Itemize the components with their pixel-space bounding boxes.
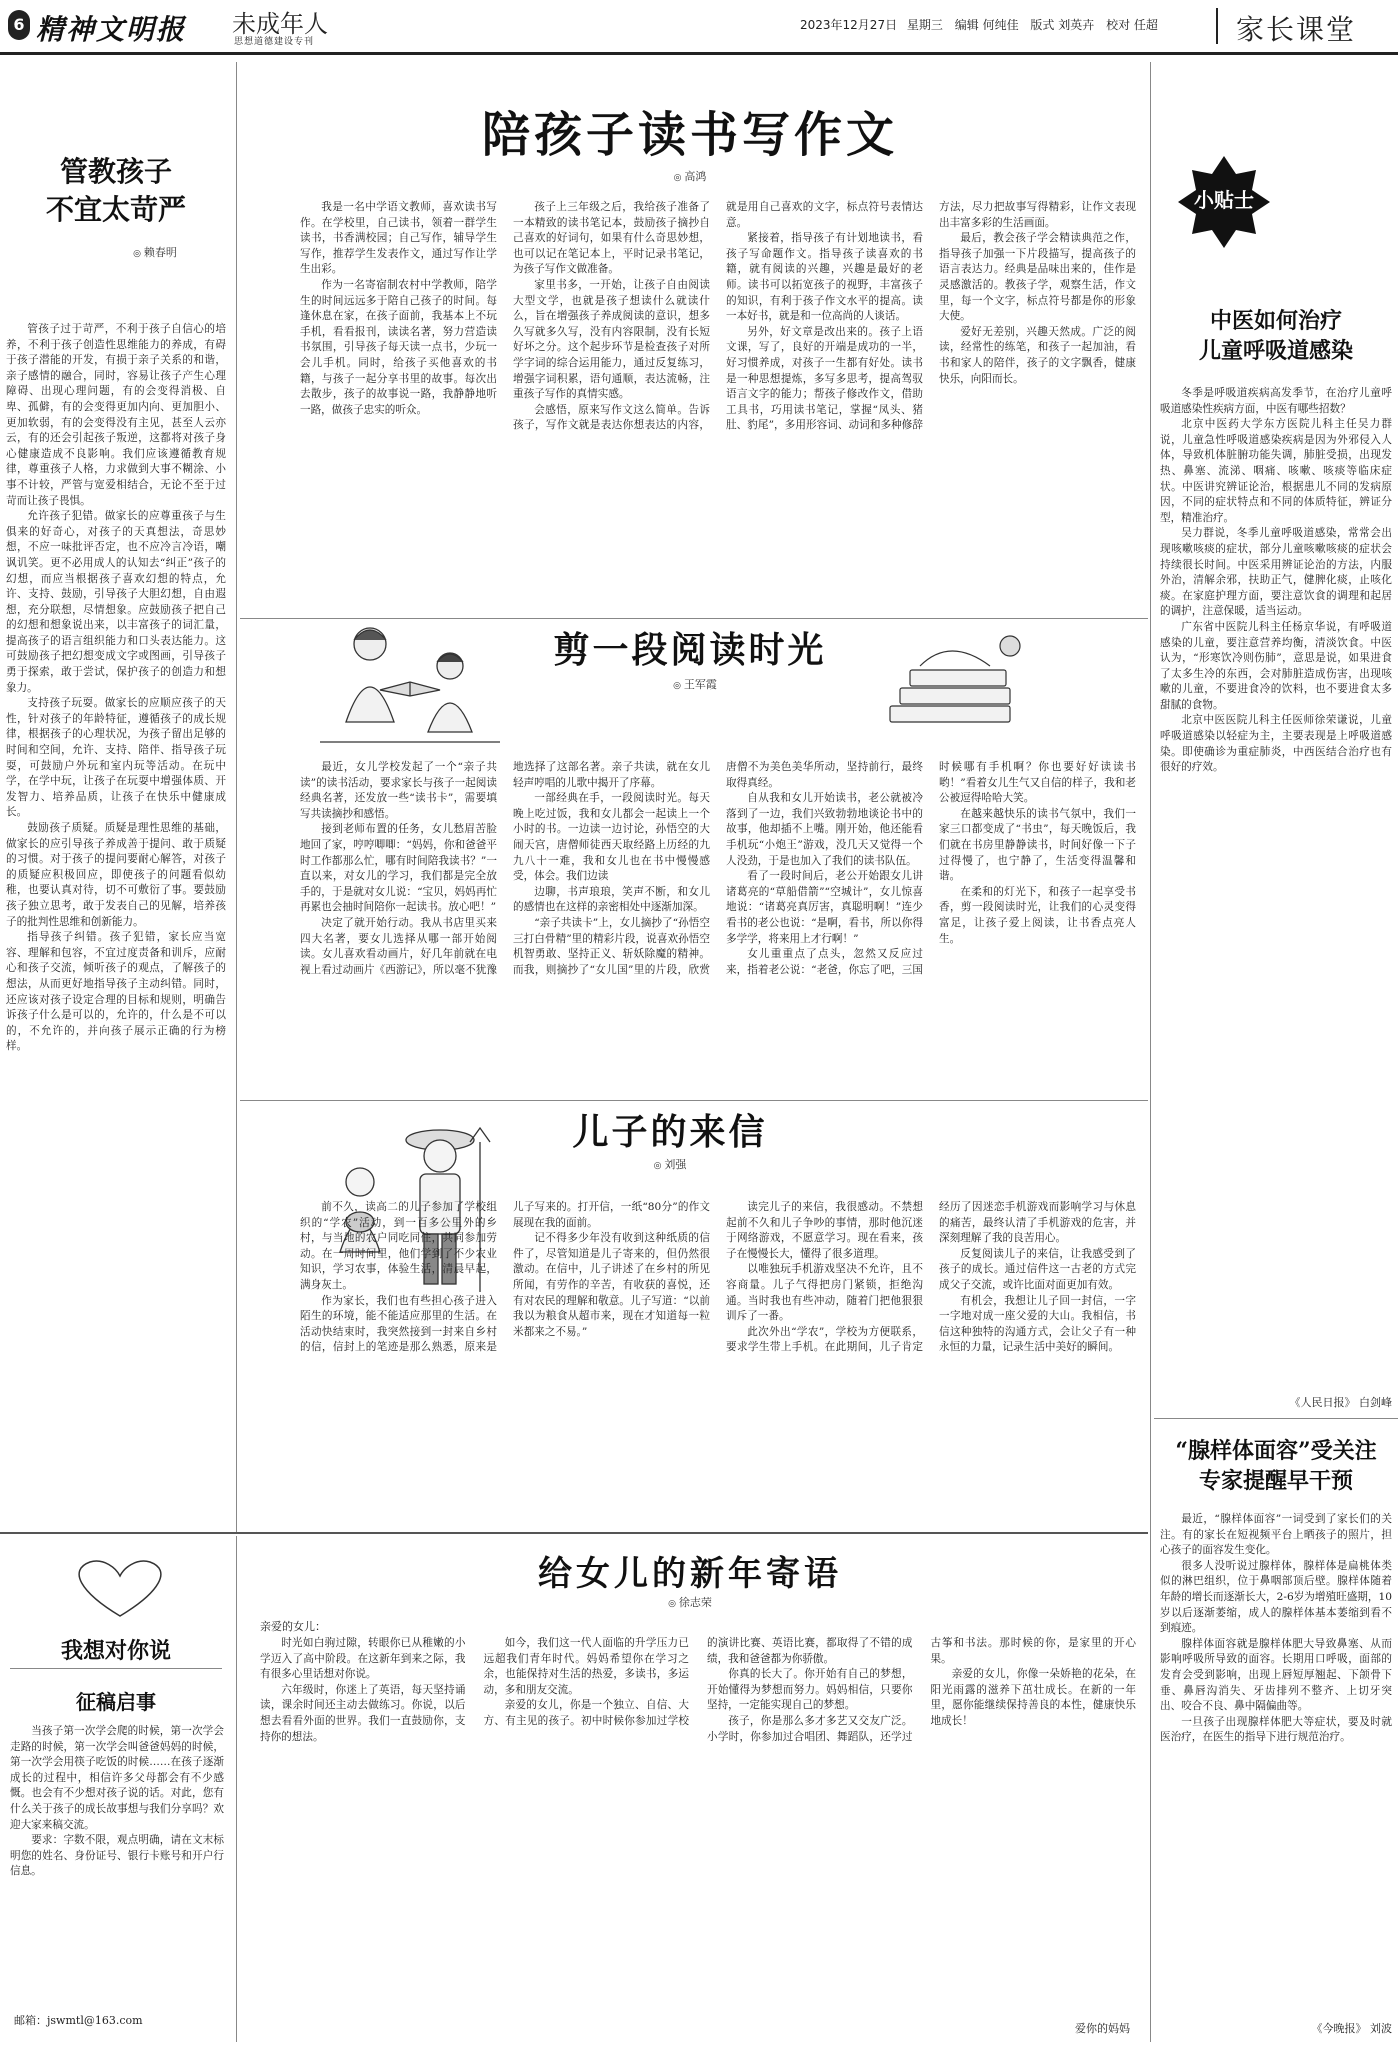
paragraph: 一旦孩子出现腺样体肥大等症状，要及时就医治疗，在医生的指导下进行规范治疗。 <box>1160 1715 1392 1744</box>
paragraph: 亲爱的女儿，你是一个独立、自信、大方、有主见的孩子。初中时候你参加过学校的演讲比赛、英语比赛，都取得了不错的成绩，我和爸爸都为你骄傲。 <box>483 1637 913 1727</box>
paragraph: 接到老师布置的任务，女儿愁眉苦脸地回了家，哼哼唧唧：“妈妈，你和爸爸平时工作都那么忙，哪有时间陪我读书？”一直以来，对女儿的学习，我们都是完全放手的，于是就对女儿说：“宝贝，妈妈再忙再累也会抽时间陪你一起读书。放心吧！” <box>300 823 497 914</box>
column-divider-bottom <box>236 1536 237 2042</box>
paragraph: 作为家长，我们也有些担心孩子进入陌生的环境，能不能适应那里的生活。在活动快结束时，我突然接到一封来自乡村的信，信封上的笔迹是那么熟悉，原来是儿子写来的。打开信，一纸“80分”的作文展现在我的面前。 <box>300 1201 710 1354</box>
paragraph: 另外，好文章是改出来的。孩子上语文课，写了，良好的开端是成功的一半，好习惯养成，对孩子一生都有好处。读书是一种思想提炼，多写多思考，提高驾驭语言文字的能力；帮孩子修改作文，借助工具书，巧用读书笔记，掌握“凤头、猪肚、豹尾”，多用形容词、动词和多种修辞方法，尽力把故事写得精彩，让作文表现出丰富多彩的生活画面。 <box>726 201 1136 432</box>
paragraph: 孩子上三年级之后，我给孩子准备了一本精致的读书笔记本，鼓励孩子摘抄自己喜欢的好词句，如果有什么奇思妙想，也可以记在笔记本上，平时记录书笔记，为孩子写作文做准备。 <box>513 201 710 276</box>
paragraph: 一部经典在手，一段阅读时光。每天晚上吃过饭，我和女儿都会一起读上一个小时的书。一边读一边讨论，孙悟空的大闹天宫，唐僧师徒西天取经路上历经的九九八十一难，我和女儿也在书中慢慢感受，体会。我们边读 <box>513 792 710 883</box>
reading-illustration <box>300 612 540 772</box>
paper-name: 精神文明报 <box>36 13 187 46</box>
paragraph: 此次外出“学农”，学校为方便联系，要求学生带上手机。在此期间，儿子肯定经历了因迷恋手机游戏而影响学习与休息的痛苦，最终认清了手机游戏的危害，并深刻理解了我的良苦用心。 <box>726 1201 1136 1354</box>
paragraph: 北京中医药大学东方医院儿科主任吴力群说，儿童急性呼吸道感染疾病是因为外邪侵入人体，导致机体脏腑功能失调，肺脏受损，出现发热、鼻塞、流涕、咽痛、咳嗽、咳痰等临床症状。中医讲究辨证论治，根据患儿不同的发病原因，不同的症状特点和不同的体质特征，辨证分型，精准治疗。 <box>1160 418 1392 524</box>
layout-credit: 版式 刘英卉 <box>1030 18 1095 32</box>
notice-body <box>10 1724 224 2004</box>
editor-credit: 编辑 何纯佳 <box>954 18 1019 32</box>
article-letter-body <box>300 1200 1136 1528</box>
paragraph: 紧接着，指导孩子有计划地读书，看孩子写命题作文。指导孩子读喜欢的书籍，就有阅读的兴趣，兴趣是最好的老师。读书可以拓宽孩子的视野，丰富孩子的知识，有利于孩子作文水平的提高。读一本好书，就是和一位高尚的人谈话。 <box>726 232 923 323</box>
column-name: 家长课堂 <box>1236 13 1357 46</box>
paragraph: 当孩子第一次学会爬的时候，第一次学会走路的时候，第一次学会叫爸爸妈妈的时候，第一次学会用筷子吃饭的时候……在孩子逐渐成长的过程中，相信许多父母都会有不少感慨。也会有不少想对孩子说的话。对此，您有什么关于孩子的成长故事想与我们分享吗？欢迎大家来稿交流。 <box>10 1725 224 1831</box>
heart-icon <box>60 1556 180 1620</box>
paragraph: 爱好无差别，兴趣天然成。广泛的阅读，经常性的练笔，和孩子一起加油，看书和家人的陪伴，孩子的文字飘香，健康快乐，向阳而长。 <box>939 325 1136 385</box>
article-left-title-line2: 不宜太苛严 <box>45 193 186 226</box>
column-divider-left <box>236 62 237 1532</box>
paragraph: 亲爱的女儿，你像一朵娇艳的花朵，在阳光雨露的滋养下茁壮成长。在新的一年里，愿你能继续保持善良的本性，健康快乐地成长！ <box>930 1668 1136 1727</box>
tips-article2-title-line2: 专家提醒早干预 <box>1198 1468 1353 1494</box>
sidebar-section-title: 我想对你说 <box>60 1639 171 1664</box>
paragraph: 很多人没听说过腺样体，腺样体是扁桃体类似的淋巴组织，位于鼻咽部顶后壁。腺样体随着年龄的增长而逐渐长大，2-6岁为增殖旺盛期，10岁以后逐渐萎缩，成人的腺样体基本萎缩到看不到痕迹。 <box>1160 1559 1392 1635</box>
paragraph: 冬季是呼吸道疾病高发季节，在治疗儿童呼吸道感染性疾病方面，中医有哪些招数？ <box>1160 387 1392 415</box>
paragraph: 鼓励孩子质疑。质疑是理性思维的基础，做家长的应引导孩子养成善于提问、敢于质疑的习惯。对于孩子的提问要耐心解答，对孩子的质疑应积极回应，即使孩子的问题看似幼稚，也要认真对待，切不可敷衍了事。要鼓励孩子独立思考，敢于发表自己的见解，培养孩子的批判性思维和创新能力。 <box>6 822 226 928</box>
paragraph: 你真的长大了。你开始有自己的梦想，开始懂得为梦想而努力。妈妈相信，只要你坚持，一定能实现自己的梦想。 <box>707 1668 913 1712</box>
tips-divider <box>1154 1418 1398 1419</box>
paragraph: “亲子共读卡”上，女儿摘抄了“孙悟空三打白骨精”里的精彩片段，说喜欢孙悟空机智勇敢、坚持正义、斩妖除魔的精神。而我，则摘抄了“女儿国”里的片段，欣赏唐僧不为美色美华所动，坚持前行，最终取得真经。 <box>513 761 923 976</box>
tips-banner <box>1174 150 1274 250</box>
article-bottom-body <box>260 1636 1136 2012</box>
section-rule-2 <box>240 1100 1148 1101</box>
paragraph: 家里书多，一开始，让孩子自由阅读大型文学，也就是孩子想读什么就读什么，旨在增强孩子养成阅读的意识，想多久写就多久写，没有内容限制，没有长短好坏之分。这个起步环节是检查孩子对所学字词的综合运用能力，通过反复练习，增强字词积累，语句通顺，表达流畅，注重孩子写作的真情实感。 <box>513 278 710 401</box>
article-bottom-byline: ◎ 徐志荣 <box>640 1594 740 1610</box>
proof-credit: 校对 任超 <box>1106 18 1158 32</box>
paragraph: 反复阅读儿子的来信，让我感受到了孩子的成长。通过信件这一古老的方式完成父子交流，或许比面对面更加有效。 <box>939 1247 1136 1291</box>
paragraph: 时光如白驹过隙，转眼你已从稚嫩的小学迈入了高中阶段。在这新年到来之际，我有很多心里话想对你说。 <box>260 1637 466 1681</box>
column-divider-right <box>1150 62 1151 2042</box>
paragraph: 最近，女儿学校发起了一个“亲子共读”的读书活动，要求家长与孩子一起阅读经典名著，还发放一些“读书卡”，需要填写共读摘抄和感悟。 <box>300 761 497 820</box>
sidebar-bottom <box>0 1536 232 2048</box>
paragraph: 读完儿子的来信，我很感动。不禁想起前不久和儿子争吵的事情，那时他沉迷于网络游戏，不愿意学习。现在看来，孩子在慢慢长大，懂得了很多道理。 <box>726 1201 923 1260</box>
paragraph: 有机会，我想让儿子回一封信，一字一字地对成一座父爱的大山。我相信，书信这种独特的沟通方式，会让父子有一种永恒的力量，记录生活中美好的瞬间。 <box>939 1294 1136 1354</box>
issue-weekday: 星期三 <box>906 18 943 32</box>
article-main-body <box>300 200 1136 612</box>
issue-info <box>800 16 1158 33</box>
paragraph: 会感悟，原来写作文这么简单。告诉孩子，写作文就是表达你想表达的内容，就是用自己喜欢的文字，标点符号表情达意。 <box>513 201 923 432</box>
paragraph: 管孩子过于苛严，不利于孩子自信心的培养，不利于孩子创造性思维能力的养成，有碍于孩子潜能的开发，有损于亲子关系的和谐，亲子感情的融合，同时，容易让孩子产生心理障碍、出现心理问题，有的会变得消极、自卑、孤僻，有的会变得更加内向、更加胆小、更加软弱，有的会变得没有主见，甚至人云亦云，有的还会引起孩子叛逆，这都将对孩子身心健康造成不良影响。我们应该遵循教育规律，尊重孩子人格，力求做到大事不糊涂、小事不计较，严管与宽爱相结合，无论不至于过苛而让孩子畏惧。 <box>6 323 226 507</box>
paragraph: 六年级时，你迷上了英语，每天坚持诵读，课余时间还主动去做练习。你说，以后想去看看外面的世界。我们一直鼓励你，支持你的想法。 <box>260 1683 466 1743</box>
tips-article2-body <box>1160 1512 1392 2012</box>
tips-article2-title-line1: “腺样体面容”受关注 <box>1175 1438 1377 1464</box>
article-main-byline: ◎ 高鸿 <box>640 168 740 184</box>
paragraph: 支持孩子玩耍。做家长的应顺应孩子的天性，针对孩子的年龄特征，遵循孩子的成长规律，根据孩子的心理状况，为孩子留出足够的时间和空间，允许、支持、陪伴、指导孩子玩耍，可鼓励户外玩和室内玩等活动。在玩中学，在学中玩，让孩子在玩耍中增强体质、开发智力、培养品质，让孩子在快乐中健康成长。 <box>6 697 226 819</box>
paragraph: 北京中医医院儿科主任医师徐荣谦说，儿童呼吸道感染以轻症为主，主要表现是上呼吸道感染。即使确诊为重症肺炎，中西医结合治疗也有很好的疗效。 <box>1160 714 1392 774</box>
article-reading-body <box>300 760 1136 1124</box>
article-letter-byline: ◎ 刘强 <box>620 1156 720 1172</box>
tips-article1-title-line1: 中医如何治疗 <box>1209 308 1342 334</box>
paragraph: 最后，教会孩子学会精读典范之作，指导孩子加强一下片段描写，提高孩子的语言表达力。经典是品味出来的，佳作是灵感激活的。教孩子学，观察生活，作文里，每一个文字，标点符号都是你的形象大使。 <box>939 232 1136 323</box>
sidebar-rule <box>10 1668 222 1669</box>
tips-article1-source: 《人民日报》 白剑峰 <box>1289 1396 1392 1409</box>
article-letter-title: 儿子的来信 <box>572 1111 768 1153</box>
article-reading-title: 剪一段阅读时光 <box>553 629 827 671</box>
paragraph: 前不久，读高二的儿子参加了学校组织的“学农”活动，到一百多公里外的乡村，与当地的农户同吃同住，共同参加劳动。在一周时间里，他们学到了不少农业知识，学习农事，体验生活，清晨早起，满身灰土。 <box>300 1201 497 1291</box>
paragraph: 在柔和的灯光下，和孩子一起享受书香，剪一段阅读时光，让我们的心灵变得富足，让孩子爱上阅读，让书香点亮人生。 <box>939 885 1136 945</box>
tips-banner-label: 小贴士 <box>1194 188 1254 212</box>
article-bottom-title: 给女儿的新年寄语 <box>538 1554 842 1594</box>
issue-date: 2023年12月27日 <box>800 18 898 32</box>
tips-article1-title-line2: 儿童呼吸道感染 <box>1198 338 1353 364</box>
article-main-title: 陪孩子读书写作文 <box>481 107 898 163</box>
article-bottom-greeting: 亲爱的女儿： <box>260 1620 326 1633</box>
paragraph: 如今，我们这一代人面临的升学压力已远超我们青年时代。妈妈希望你在学习之余，也能保持对生活的热爱，多读书，多运动，多和朋友交流。 <box>483 1637 689 1696</box>
paragraph: 吴力群说，冬季儿童呼吸道感染，常常会出现咳嗽咳痰的症状，部分儿童咳嗽咳痰的症状会持续很长时间。中医采用辨证论治的方法，内服外治，清解余邪，扶助正气，健脾化痰，止咳化痰。在家庭护理方面，要注意饮食的调理和起居的调护，注意保暖，适当运动。 <box>1160 527 1392 618</box>
article-left-byline: ◎ 赖春明 <box>80 244 230 260</box>
masthead <box>0 0 1398 60</box>
paragraph: 广东省中医院儿科主任杨京华说，有呼吸道感染的儿童，要注意营养均衡，清淡饮食。中医认为，“形寒饮冷则伤肺”，意思是说，如果进食了太多生冷的东西，会对肺脏造成伤害，出现咳嗽的儿童，不要进食冷的饮料，也不要进食太多甜腻的食物。 <box>1160 620 1392 711</box>
article-reading-byline: ◎ 王军霞 <box>640 676 750 692</box>
book-stack-illustration <box>860 616 1060 756</box>
article-left <box>0 60 232 1530</box>
paragraph: 在越来越快乐的读书气氛中，我们一家三口都变成了“书虫”，每天晚饭后，我们就在书房里静静读书，时间好像一下子过得慢了，也宁静了，生活变得温馨和谐。 <box>939 807 1136 883</box>
paragraph: 要求：字数不限，观点明确，请在文末标明您的姓名、身份证号、银行卡账号和开户行信息。 <box>10 1834 224 1878</box>
paragraph: 女儿重重点了点头，忽然又反应过来，指着老公说：“老爸，你忘了吧，三国时候哪有手机啊？你也要好好读读书哟！”看着女儿生气又自信的样子，我和老公被逗得哈哈大笑。 <box>726 761 1136 976</box>
notice-title: 征稿启事 <box>76 1690 156 1714</box>
paragraph: 腺样体面容就是腺样体肥大导致鼻塞、从而影响呼吸所导致的面容。长期用口呼吸，面部的发育会受到影响，出现上唇短厚翘起、下颌骨下垂、鼻唇沟消失、牙齿排列不整齐、上切牙突出、咬合不良、鼻中隔偏曲等。 <box>1160 1637 1392 1713</box>
section-subtitle: 思想道德建设专刊 <box>234 37 315 47</box>
paragraph: 最近，“腺样体面容”一词受到了家长们的关注。有的家长在短视频平台上晒孩子的照片，担心孩子的面容发生变化。 <box>1160 1513 1392 1557</box>
tips-article2-source: 《今晚报》 刘波 <box>1311 2022 1392 2035</box>
paragraph: 我是一名中学语文教师，喜欢读书写作。在学校里，自己读书，领着一群学生读书，书香满校园；自己写作，辅导学生写作，推荐学生发表作文，通过写作让学生出彩。 <box>300 201 497 276</box>
notice-email: 邮箱：jswmtl@163.com <box>14 2014 143 2027</box>
paragraph: 边聊，书声琅琅，笑声不断，和女儿的感情也在这样的亲密相处中逐渐加深。 <box>513 885 710 914</box>
paragraph: 记不得多少年没有收到这种纸质的信件了，尽管知道是儿子寄来的，但仍然很激动。在信中，儿子讲述了在乡村的所见所闻，有劳作的辛苦，有收获的喜悦，还有对农民的理解和敬意。儿子写道：“以前我以为粮食从超市来，现在才知道每一粒米都来之不易。” <box>513 1232 710 1338</box>
masthead-rule <box>0 52 1398 55</box>
section-rule-3 <box>0 1532 1148 1534</box>
section-name: 未成年人 <box>232 10 328 38</box>
tips-article1-body <box>1160 386 1392 1386</box>
paragraph: 指导孩子纠错。孩子犯错，家长应当宽容、理解和包容，不宜过度责备和训斥，应耐心和孩子交流，倾听孩子的观点，了解孩子的想法，从而更好地指导孩子主动纠错。同时，还应该对孩子设定合理的目标和规则，明确告诉孩子什么是可以的，允许的，什么是不可以的，不允许的，并向孩子展示正确的行为榜样。 <box>6 931 226 1053</box>
paragraph: 作为一名寄宿制农村中学教师，陪学生的时间远远多于陪自己孩子的时间。每逢休息在家，在孩子面前，我基本上不玩手机，看看报刊，读读名著，努力营造读书氛围，引导孩子每天读一点书，少玩一会儿手机。同时，给孩子买他喜欢的书籍，与孩子一起分享书里的故事。每次出去散步，孩子的故事说一路，我静静地听一路，做孩子忠实的听众。 <box>300 278 497 416</box>
paragraph: 孩子，你是那么多才多艺又交友广泛。小学时，你参加过合唱团、舞蹈队，还学过古筝和书法。那时候的你，是家里的开心果。 <box>707 1637 1136 1743</box>
paragraph: 决定了就开始行动。我从书店里买来四大名著，要女儿选择从哪一部开始阅读。女儿喜欢看动画片，好几年前就在电视上看过动画片《西游记》，所以毫不犹豫地选择了这部名著。亲子共读，就在女儿轻声哼唱的儿歌中揭开了序幕。 <box>300 761 710 976</box>
paragraph: 以唯独玩手机游戏坚决不允许，且不容商量。儿子气得把房门紧锁，拒绝沟通。当时我也有些冲动，随着门把他狠狠训斥了一番。 <box>726 1263 923 1323</box>
masthead-divider <box>1216 8 1218 44</box>
page-number-badge <box>8 10 30 40</box>
paragraph: 看了一段时间后，老公开始跟女儿讲诸葛亮的“草船借箭”“空城计”，女儿惊喜地说：“诸葛亮真厉害，真聪明啊！”连少看书的老公也说：“是啊，看书，所以你得多学学，将来用上才行啊！” <box>726 870 923 945</box>
article-bottom-signature: 爱你的妈妈 <box>1075 2022 1130 2035</box>
paragraph: 允许孩子犯错。做家长的应尊重孩子与生俱来的好奇心，对孩子的天真想法，奇思妙想，不应一味批评否定，也不应冷言冷语，嘲讽讥笑。更不必用成人的认知去“纠正”孩子的幻想，而应当根据孩子喜欢幻想的特点，允许、支持、鼓励，引导孩子大胆幻想，自由遐想，充分联想，尽情想象。应鼓励孩子把自己的幻想和想象说出来，以丰富孩子的词汇量，提高孩子的语言组织能力和口头表达能力。这可鼓励孩子把幻想变成文字或图画，引导孩子勇于探索，敢于尝试，保护孩子的创造力和想象力。 <box>6 510 226 694</box>
page-number: 6 <box>13 15 25 34</box>
article-left-body <box>6 322 226 1522</box>
paragraph: 自从我和女儿开始读书，老公就被冷落到了一边，我们兴致勃勃地谈论书中的故事，他却插不上嘴。刚开始，他还能看手机玩“小炮王”游戏，没几天又觉得一个人没劲，于是也加入了我们的读书队伍。 <box>726 792 923 867</box>
article-left-title-line1: 管教孩子 <box>59 155 172 188</box>
